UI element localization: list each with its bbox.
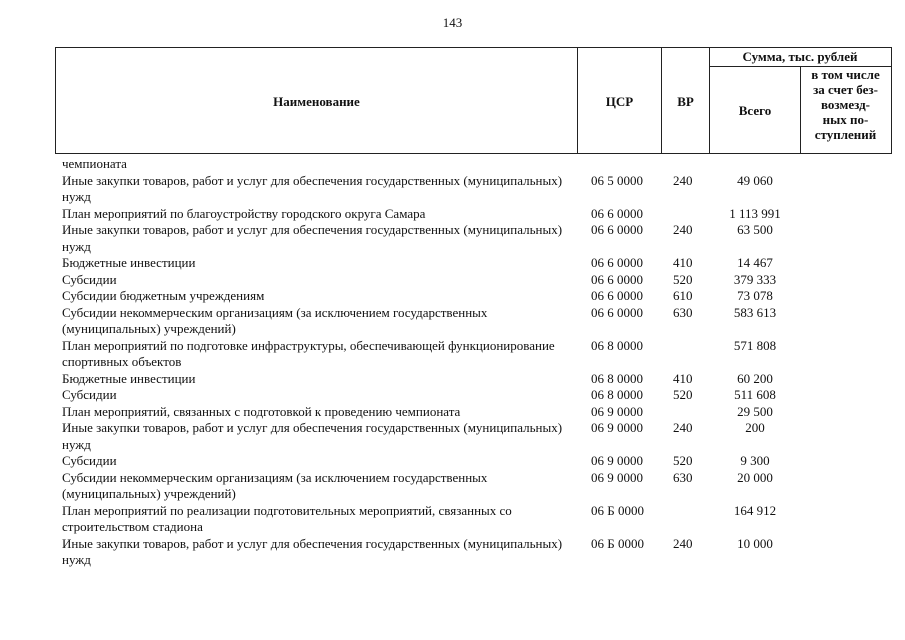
header-including-line: возмезд- — [821, 97, 870, 112]
row-name: Субсидии — [62, 387, 117, 402]
row-name: План мероприятий по подготовке инфраструктуры, обеспечивающей функционирование спортивных объектов — [62, 337, 555, 369]
header-including-line: за счет без- — [813, 82, 878, 97]
table-row — [0, 371, 905, 388]
row-name: Бюджетные инвестиции — [62, 370, 196, 386]
table-row — [0, 420, 905, 453]
table-row — [0, 255, 905, 272]
row-csr: 06 9 0000 — [591, 420, 643, 435]
row-total: 200 — [745, 420, 765, 435]
row-csr: 06 9 0000 — [591, 403, 643, 419]
row-total: 571 808 — [733, 337, 777, 353]
row-vr: 410 — [673, 255, 693, 270]
table-row — [0, 288, 905, 305]
header-total: Всего — [738, 103, 772, 118]
row-name: План мероприятий по реализации подготовительных мероприятий, связанных со строительством стадиона — [62, 502, 512, 534]
row-name: Субсидии некоммерческим организациям (за исключением государственных (муниципальных) учреждений) — [62, 304, 488, 336]
row-csr: 06 5 0000 — [591, 172, 643, 188]
table-row — [0, 503, 905, 536]
table-row — [0, 470, 905, 503]
row-name: Субсидии некоммерческим организациям (за исключением государственных (муниципальных) учреждений) — [62, 469, 488, 501]
row-name: Иные закупки товаров, работ и услуг для обеспечения государственных (муниципальных) нужд — [62, 172, 563, 204]
row-csr: 06 6 0000 — [591, 304, 643, 320]
table-row — [0, 404, 905, 421]
row-name: Иные закупки товаров, работ и услуг для обеспечения государственных (муниципальных) нужд — [62, 535, 563, 567]
row-vr: 520 — [673, 271, 693, 287]
table-body — [0, 156, 905, 569]
row-total: 49 060 — [737, 172, 773, 188]
header-vr: ВР — [677, 93, 694, 109]
row-vr: 630 — [673, 304, 693, 320]
row-csr: 06 6 0000 — [591, 205, 643, 221]
table-row — [0, 173, 905, 206]
table-row — [0, 222, 905, 255]
header-sum: Сумма, тыс. рублей — [742, 49, 858, 64]
row-csr: 06 6 0000 — [591, 271, 643, 287]
row-vr: 240 — [673, 420, 693, 435]
header-csr: ЦСР — [605, 93, 634, 109]
row-name: Субсидии — [62, 271, 117, 287]
page-number: 143 — [442, 15, 463, 30]
table-header — [55, 47, 892, 154]
table-row — [0, 338, 905, 371]
row-vr: 610 — [673, 288, 693, 303]
row-csr: 06 8 0000 — [591, 337, 643, 353]
row-total: 379 333 — [733, 271, 777, 287]
row-vr: 520 — [673, 453, 693, 468]
row-csr: 06 9 0000 — [591, 453, 643, 468]
row-total: 29 500 — [737, 403, 773, 419]
row-total: 14 467 — [737, 255, 773, 270]
header-including — [800, 67, 891, 155]
row-total: 63 500 — [737, 222, 773, 237]
row-total: 73 078 — [737, 288, 773, 303]
row-total: 583 613 — [733, 304, 777, 320]
header-name: Наименование — [273, 93, 360, 109]
row-vr: 240 — [673, 172, 693, 188]
row-vr: 240 — [673, 222, 693, 237]
table-row — [0, 156, 905, 173]
row-total: 164 912 — [733, 502, 777, 518]
row-name: Иные закупки товаров, работ и услуг для обеспечения государственных (муниципальных) нужд — [62, 222, 563, 254]
row-csr: 06 8 0000 — [591, 387, 643, 402]
row-total: 9 300 — [740, 453, 770, 468]
row-total: 20 000 — [737, 469, 773, 485]
row-csr: 06 6 0000 — [591, 255, 643, 270]
row-vr: 630 — [673, 469, 693, 485]
row-vr: 240 — [673, 535, 693, 551]
row-csr: 06 6 0000 — [591, 222, 643, 237]
row-csr: 06 6 0000 — [591, 288, 643, 303]
row-csr: 06 Б 0000 — [591, 535, 644, 551]
row-csr: 06 8 0000 — [591, 370, 643, 386]
row-csr: 06 9 0000 — [591, 469, 643, 485]
row-vr: 520 — [673, 387, 693, 402]
row-name: Субсидии бюджетным учреждениям — [62, 288, 265, 303]
row-csr: 06 Б 0000 — [591, 502, 644, 518]
row-name: чемпионата — [62, 156, 127, 171]
table-row — [0, 272, 905, 289]
table-row — [0, 387, 905, 404]
row-name: Бюджетные инвестиции — [62, 255, 196, 270]
row-name: План мероприятий по благоустройству городского округа Самара — [62, 205, 426, 221]
row-name: План мероприятий, связанных с подготовкой к проведению чемпионата — [62, 403, 461, 419]
row-name: Субсидии — [62, 453, 117, 468]
row-total: 60 200 — [737, 370, 773, 386]
header-including-line: ступлений — [814, 127, 877, 142]
row-total: 10 000 — [737, 535, 773, 551]
row-vr: 410 — [673, 370, 693, 386]
table-row — [0, 206, 905, 223]
table-row — [0, 453, 905, 470]
table-row — [0, 536, 905, 569]
header-including-line: в том числе — [811, 67, 880, 82]
row-total: 1 113 991 — [729, 205, 781, 221]
header-including-line: ных по- — [822, 112, 869, 127]
table-row — [0, 305, 905, 338]
row-total: 511 608 — [734, 387, 776, 402]
row-name: Иные закупки товаров, работ и услуг для обеспечения государственных (муниципальных) нужд — [62, 420, 563, 452]
